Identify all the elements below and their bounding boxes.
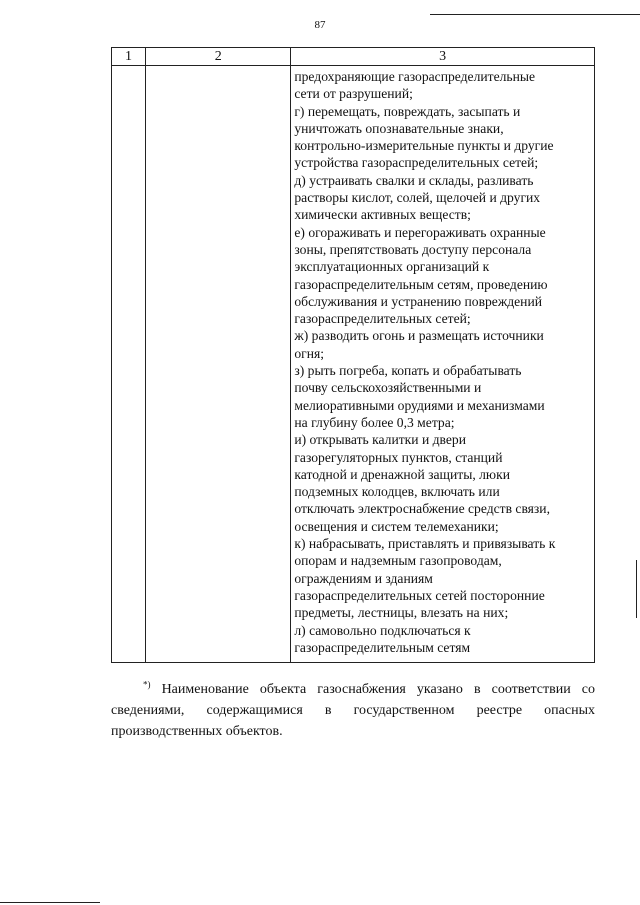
table-cell-line: газораспределительных сетей посторонние — [294, 587, 545, 603]
column-header-2: 2 — [146, 48, 291, 66]
table-cell-line: эксплуатационных организаций к — [294, 259, 490, 275]
table-cell-line: и) открывать калитки и двери — [294, 432, 466, 448]
table-cell-line: г) перемещать, повреждать, засыпать и — [294, 103, 521, 119]
table-cell-line: катодной и дренажной защиты, люки — [294, 466, 510, 482]
footnote — [111, 679, 595, 742]
table-cell-col1 — [112, 66, 146, 663]
table-cell-line: устройства газораспределительных сетей; — [294, 155, 539, 171]
table-cell-line: контрольно-измерительные пункты и другие — [294, 138, 554, 154]
footnote-line — [111, 679, 595, 700]
table-cell-line: ж) разводить огонь и размещать источники — [294, 328, 544, 344]
prohibitions-text — [291, 66, 594, 656]
footnote-marker: *) — [143, 679, 151, 690]
table-cell-line: газораспределительных сетей; — [294, 311, 471, 327]
table-cell-line: сети от разрушений; — [294, 86, 413, 102]
table-cell-line: растворы кислот, солей, щелочей и других — [294, 190, 541, 206]
table-cell-line: газораспределительным сетям, проведению — [294, 276, 548, 292]
right-edge-mark — [636, 560, 637, 618]
table-cell-col2 — [146, 66, 291, 663]
table-cell-line: газорегуляторных пунктов, станций — [294, 449, 503, 465]
table-cell-col3 — [291, 66, 595, 663]
footnote-line: производственных объектов. — [111, 724, 283, 739]
footnote-text: Наименование объекта газоснабжения указано в соответствии со — [161, 682, 595, 697]
table-cell-line: мелиоративными орудиями и механизмами — [294, 397, 545, 413]
table-cell-line: освещения и систем телемеханики; — [294, 518, 499, 534]
table-cell-line: е) огораживать и перегораживать охранные — [294, 224, 546, 240]
column-header-1: 1 — [112, 48, 146, 66]
table-cell-line: уничтожать опознавательные знаки, — [294, 120, 504, 136]
bottom-edge-mark — [0, 902, 100, 903]
table-cell-line: обслуживания и устранению повреждений — [294, 293, 542, 309]
table-cell-line: предметы, лестницы, влезать на них; — [294, 605, 509, 621]
table-cell-line: к) набрасывать, приставлять и привязывать к — [294, 536, 556, 552]
table-cell-line: предохраняющие газораспределительные — [294, 69, 536, 84]
table-cell-line: зоны, препятствовать доступу персонала — [294, 241, 532, 257]
table-row — [112, 66, 595, 663]
table-header-row — [112, 48, 595, 66]
table-cell-line: ограждениям и зданиям — [294, 570, 433, 586]
table-cell-line: огня; — [294, 345, 325, 361]
document-table — [111, 47, 595, 663]
table-cell-line: отключать электроснабжение средств связи, — [294, 501, 550, 517]
column-header-3: 3 — [291, 48, 595, 66]
table-cell-line: з) рыть погреба, копать и обрабатывать — [294, 363, 522, 379]
table-cell-line: на глубину более 0,3 метра; — [294, 414, 455, 430]
table-cell-line: л) самовольно подключаться к — [294, 622, 471, 638]
page-number: 87 — [314, 19, 326, 31]
table-cell-line: опорам и надземным газопроводам, — [294, 553, 502, 569]
top-edge-mark — [430, 14, 640, 15]
table-cell-line: подземных колодцев, включать или — [294, 484, 500, 500]
table-cell-line: химически активных веществ; — [294, 207, 471, 223]
table-cell-line: почву сельскохозяйственными и — [294, 380, 482, 396]
footnote-line: сведениями, содержащимися в государственном реестре опасных — [111, 703, 595, 718]
table-cell-line: газораспределительным сетям — [294, 639, 471, 655]
table-cell-line: д) устраивать свалки и склады, разливать — [294, 172, 534, 188]
